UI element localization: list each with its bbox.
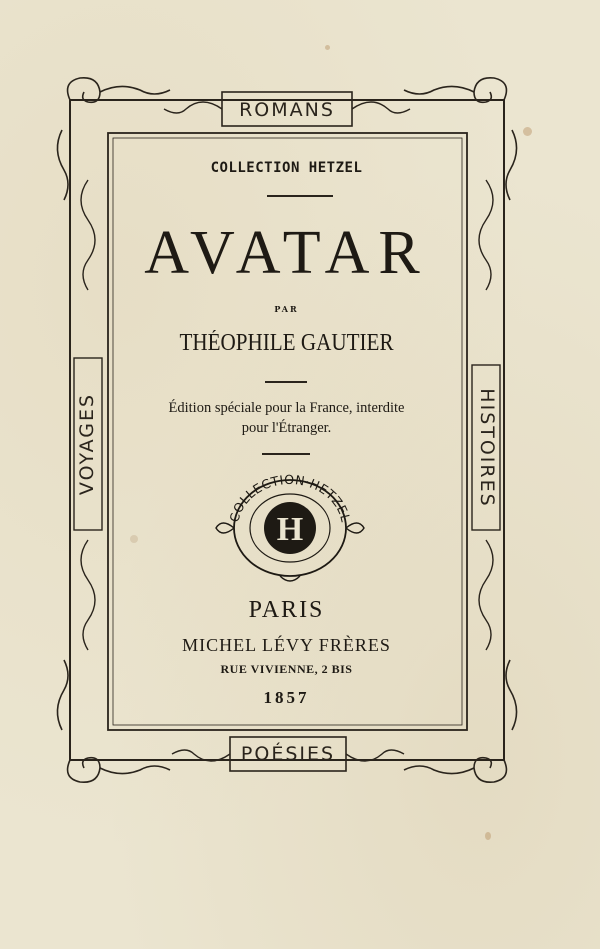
divider-rule — [265, 381, 307, 383]
frame-label-left: VOYAGES — [76, 392, 98, 496]
edition-note — [110, 398, 463, 438]
book-title: AVATAR — [144, 219, 429, 287]
corner-ornament-top-right — [404, 78, 517, 200]
imprint-city: PARIS — [248, 597, 325, 623]
hetzel-emblem — [210, 470, 370, 585]
corner-ornament-bottom-right — [404, 660, 517, 782]
corner-ornament-bottom-left — [57, 660, 170, 782]
emblem-letter: H — [276, 511, 304, 548]
imprint-address: RUE VIVIENNE, 2 BIS — [220, 662, 353, 676]
frame-label-top: ROMANS — [239, 99, 335, 121]
imprint-year: 1857 — [263, 688, 310, 707]
frame-label-right: HISTOIRES — [476, 388, 498, 508]
par-label: PAR — [274, 304, 299, 314]
divider-rule — [267, 195, 333, 197]
author-name: THÉOPHILE GAUTIER — [179, 330, 394, 356]
corner-ornament-top-left — [57, 78, 170, 200]
divider-rule — [262, 453, 310, 455]
emblem-ring-text: COLLECTION·HETZEL — [226, 471, 354, 524]
frame-label-bottom: POÉSIES — [240, 743, 336, 765]
collection-heading: COLLECTION HETZEL — [210, 160, 363, 176]
edition-note-line-1: Édition spéciale pour la France, interdite — [168, 400, 405, 416]
edition-note-line-2: pour l'Étranger. — [241, 420, 332, 436]
imprint-publisher: MICHEL LÉVY FRÈRES — [182, 635, 391, 655]
